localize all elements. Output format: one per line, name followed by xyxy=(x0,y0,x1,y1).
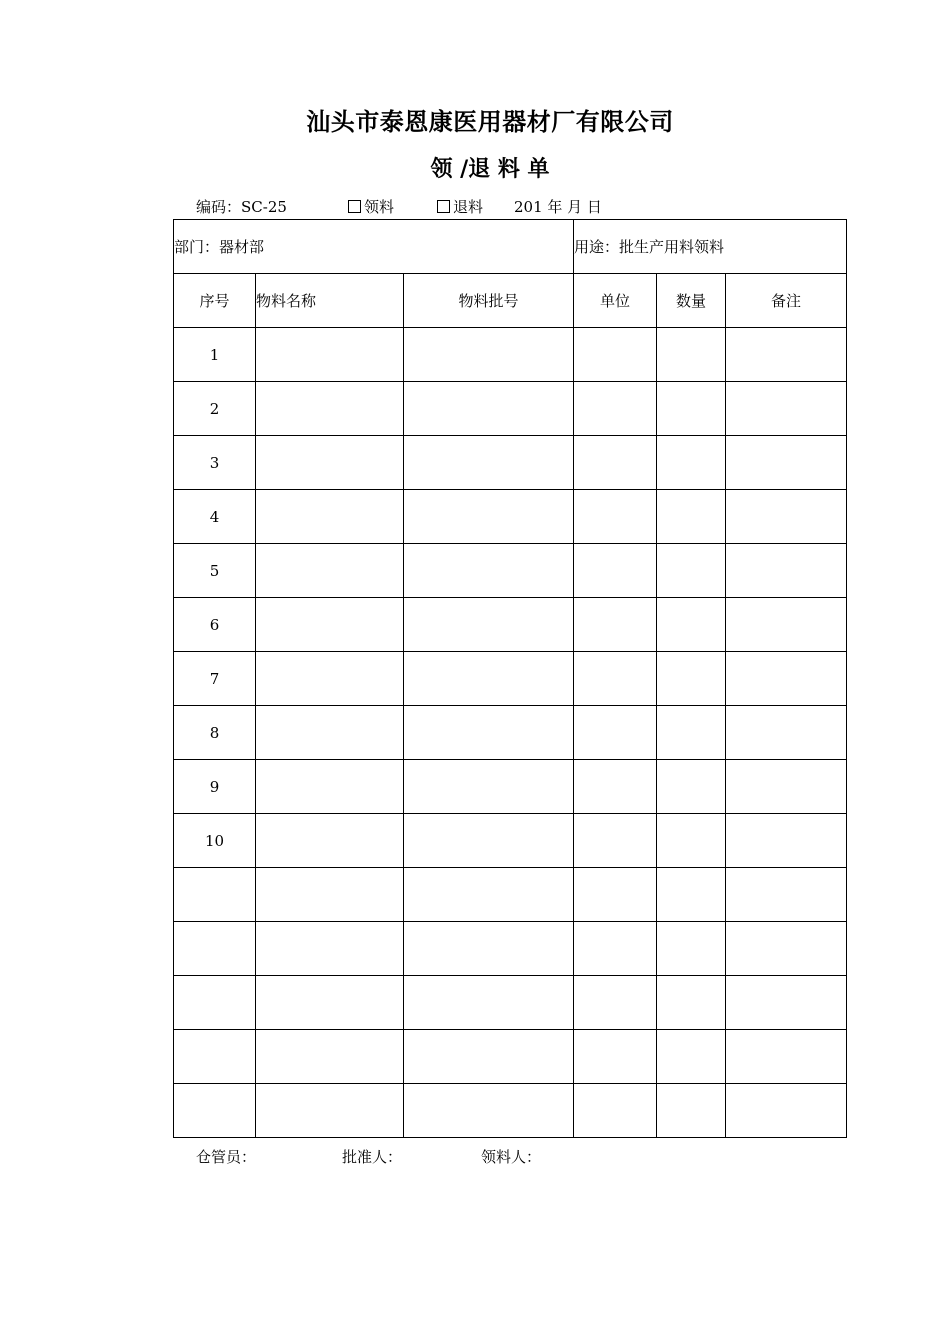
table-row xyxy=(174,922,847,976)
cell-unit[interactable] xyxy=(574,544,657,598)
cell-name[interactable] xyxy=(256,976,404,1030)
cell-unit[interactable] xyxy=(574,814,657,868)
form-title: 领 /退 料 单 xyxy=(430,156,550,182)
cell-qty[interactable] xyxy=(657,1084,726,1138)
cell-batch[interactable] xyxy=(404,1030,574,1084)
cell-remark[interactable] xyxy=(726,922,847,976)
cell-unit[interactable] xyxy=(574,760,657,814)
cell-batch[interactable] xyxy=(404,814,574,868)
header-name: 物料名称 xyxy=(256,274,404,328)
table-row xyxy=(174,976,847,1030)
cell-name[interactable] xyxy=(256,1030,404,1084)
option-issue-label: 领料 xyxy=(364,198,395,216)
cell-batch[interactable] xyxy=(404,868,574,922)
cell-batch[interactable] xyxy=(404,1084,574,1138)
cell-remark[interactable] xyxy=(726,1084,847,1138)
cell-remark[interactable] xyxy=(726,382,847,436)
option-return[interactable] xyxy=(437,196,483,217)
header-remark: 备注 xyxy=(726,274,847,328)
cell-seq: 9 xyxy=(174,760,256,814)
cell-seq xyxy=(174,922,256,976)
table-row xyxy=(174,814,847,868)
cell-qty[interactable] xyxy=(657,328,726,382)
header-batch: 物料批号 xyxy=(404,274,574,328)
cell-remark[interactable] xyxy=(726,760,847,814)
cell-batch[interactable] xyxy=(404,544,574,598)
cell-remark[interactable] xyxy=(726,706,847,760)
cell-name[interactable] xyxy=(256,706,404,760)
cell-unit[interactable] xyxy=(574,922,657,976)
checkbox-issue[interactable] xyxy=(348,200,361,213)
cell-seq: 5 xyxy=(174,544,256,598)
cell-name[interactable] xyxy=(256,436,404,490)
cell-batch[interactable] xyxy=(404,706,574,760)
cell-remark[interactable] xyxy=(726,328,847,382)
cell-qty[interactable] xyxy=(657,382,726,436)
cell-qty[interactable] xyxy=(657,922,726,976)
cell-unit[interactable] xyxy=(574,598,657,652)
header-row xyxy=(174,274,847,328)
cell-remark[interactable] xyxy=(726,814,847,868)
cell-remark[interactable] xyxy=(726,976,847,1030)
cell-qty[interactable] xyxy=(657,814,726,868)
cell-name[interactable] xyxy=(256,598,404,652)
cell-qty[interactable] xyxy=(657,598,726,652)
cell-unit[interactable] xyxy=(574,328,657,382)
cell-batch[interactable] xyxy=(404,598,574,652)
cell-seq: 3 xyxy=(174,436,256,490)
cell-seq: 2 xyxy=(174,382,256,436)
cell-name[interactable] xyxy=(256,382,404,436)
cell-name[interactable] xyxy=(256,922,404,976)
table-row xyxy=(174,328,847,382)
cell-remark[interactable] xyxy=(726,868,847,922)
header-qty: 数量 xyxy=(657,274,726,328)
cell-qty[interactable] xyxy=(657,490,726,544)
cell-batch[interactable] xyxy=(404,328,574,382)
cell-name[interactable] xyxy=(256,652,404,706)
cell-seq: 1 xyxy=(174,328,256,382)
cell-remark[interactable] xyxy=(726,598,847,652)
approver-label: 批准人： xyxy=(342,1148,403,1166)
cell-remark[interactable] xyxy=(726,652,847,706)
cell-batch[interactable] xyxy=(404,760,574,814)
cell-batch[interactable] xyxy=(404,652,574,706)
cell-seq xyxy=(174,1084,256,1138)
cell-seq: 7 xyxy=(174,652,256,706)
company-name: 汕头市泰恩康医用器材厂有限公司 xyxy=(306,107,674,136)
receiver-label: 领料人： xyxy=(481,1148,542,1166)
form-code: 编码：SC-25 xyxy=(196,198,287,216)
department-cell: 部门：器材部 xyxy=(174,220,574,274)
table-row xyxy=(174,652,847,706)
cell-qty[interactable] xyxy=(657,544,726,598)
form-date: 201 年 月 日 xyxy=(514,198,602,216)
cell-unit[interactable] xyxy=(574,490,657,544)
table-row xyxy=(174,868,847,922)
cell-name[interactable] xyxy=(256,814,404,868)
cell-name[interactable] xyxy=(256,544,404,598)
info-row xyxy=(174,220,847,274)
cell-batch[interactable] xyxy=(404,490,574,544)
cell-batch[interactable] xyxy=(404,382,574,436)
cell-unit[interactable] xyxy=(574,382,657,436)
checkbox-return[interactable] xyxy=(437,200,450,213)
cell-name[interactable] xyxy=(256,1084,404,1138)
cell-qty[interactable] xyxy=(657,436,726,490)
cell-seq: 10 xyxy=(174,814,256,868)
cell-unit[interactable] xyxy=(574,976,657,1030)
table-row xyxy=(174,1030,847,1084)
cell-qty[interactable] xyxy=(657,706,726,760)
purpose-cell: 用途：批生产用料领料 xyxy=(574,220,847,274)
cell-name[interactable] xyxy=(256,868,404,922)
cell-qty[interactable] xyxy=(657,652,726,706)
cell-unit[interactable] xyxy=(574,436,657,490)
option-return-label: 退料 xyxy=(453,198,484,216)
cell-unit[interactable] xyxy=(574,1084,657,1138)
cell-seq: 4 xyxy=(174,490,256,544)
cell-unit[interactable] xyxy=(574,706,657,760)
cell-seq xyxy=(174,1030,256,1084)
cell-seq xyxy=(174,868,256,922)
cell-batch[interactable] xyxy=(404,976,574,1030)
table-row xyxy=(174,706,847,760)
cell-seq: 8 xyxy=(174,706,256,760)
keeper-label: 仓管员： xyxy=(196,1148,257,1166)
cell-seq xyxy=(174,976,256,1030)
cell-remark[interactable] xyxy=(726,544,847,598)
cell-qty[interactable] xyxy=(657,976,726,1030)
cell-remark[interactable] xyxy=(726,436,847,490)
cell-unit[interactable] xyxy=(574,652,657,706)
cell-batch[interactable] xyxy=(404,922,574,976)
cell-unit[interactable] xyxy=(574,868,657,922)
cell-qty[interactable] xyxy=(657,760,726,814)
option-issue[interactable] xyxy=(348,196,394,217)
cell-batch[interactable] xyxy=(404,436,574,490)
table-row xyxy=(174,1084,847,1138)
cell-qty[interactable] xyxy=(657,868,726,922)
header-seq: 序号 xyxy=(174,274,256,328)
cell-remark[interactable] xyxy=(726,1030,847,1084)
table-row xyxy=(174,436,847,490)
table-row xyxy=(174,490,847,544)
cell-seq: 6 xyxy=(174,598,256,652)
cell-unit[interactable] xyxy=(574,1030,657,1084)
cell-qty[interactable] xyxy=(657,1030,726,1084)
table-row xyxy=(174,544,847,598)
header-unit: 单位 xyxy=(574,274,657,328)
table-row xyxy=(174,598,847,652)
cell-remark[interactable] xyxy=(726,490,847,544)
cell-name[interactable] xyxy=(256,328,404,382)
table-row xyxy=(174,382,847,436)
material-table xyxy=(173,219,847,1138)
cell-name[interactable] xyxy=(256,760,404,814)
cell-name[interactable] xyxy=(256,490,404,544)
table-row xyxy=(174,760,847,814)
